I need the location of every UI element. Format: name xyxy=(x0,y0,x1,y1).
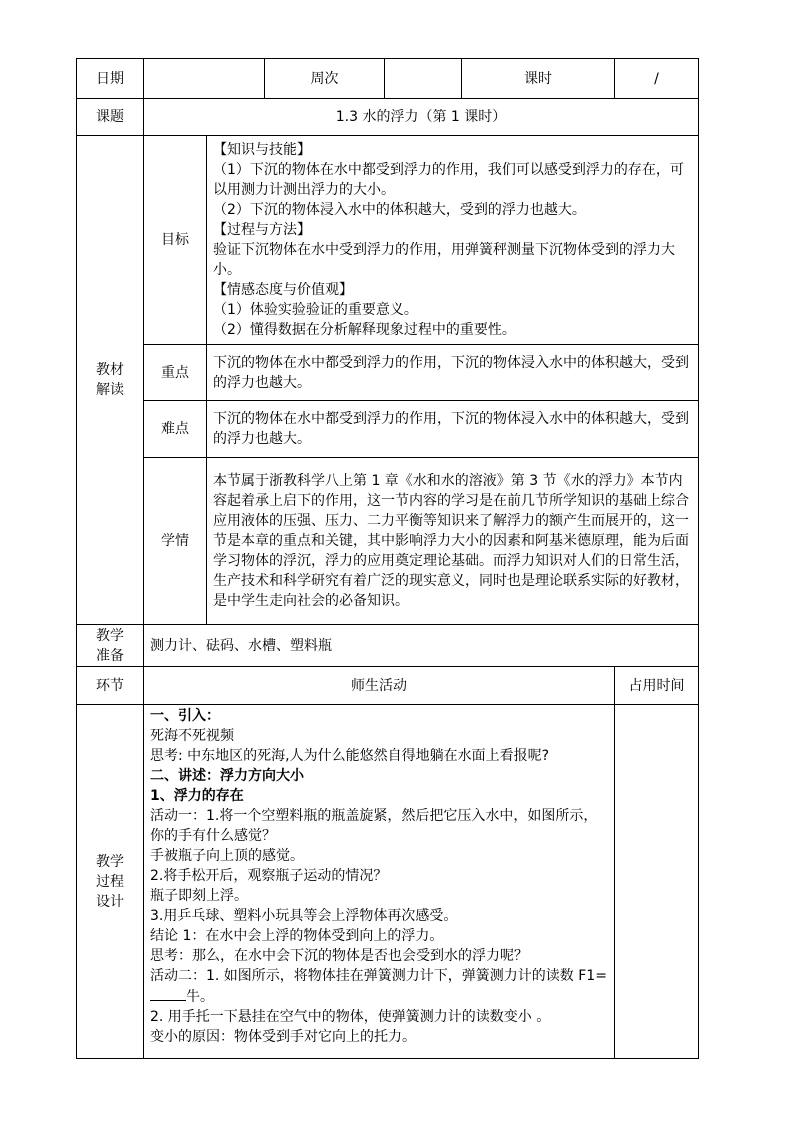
prep-row xyxy=(77,625,699,667)
learner-row xyxy=(77,458,699,625)
key-point-label: 重点 xyxy=(144,345,207,401)
key-point-content xyxy=(207,345,699,401)
process-line: 思考：那么，在水中会下沉的物体是否也会受到水的浮力呢？ xyxy=(150,948,528,964)
process-line: 2.将手松开后，观察瓶子运动的情况？ xyxy=(150,868,388,884)
goals-line: （1）下沉的物体在水中都受到浮力的作用，我们可以感受到浮力的存在，可以用测力计测出浮力的大小。 xyxy=(213,162,684,198)
prep-text: 测力计、砝码、水槽、塑料瓶 xyxy=(150,637,332,654)
goals-line: 【过程与方法】 xyxy=(213,222,311,238)
time-header: 占用时间 xyxy=(615,667,699,705)
prep-label-line: 教学 xyxy=(96,627,124,644)
difficulty-label: 难点 xyxy=(144,401,207,458)
topic-row xyxy=(77,99,699,136)
date-label: 日期 xyxy=(77,59,144,99)
learner-content xyxy=(207,458,699,625)
process-line: 一、引入： xyxy=(150,708,220,724)
goals-row xyxy=(77,136,699,345)
prep-label-line: 准备 xyxy=(96,647,124,664)
process-label-line: 设计 xyxy=(96,893,124,910)
process-line: 2. 用手托一下悬挂在空气中的物体，使弹簧测力计的读数变小 。 xyxy=(150,1009,551,1025)
process-line: 瓶子即刻上浮。 xyxy=(150,888,248,904)
difficulty-row xyxy=(77,401,699,458)
process-label-line: 教学 xyxy=(96,853,124,870)
header-row xyxy=(77,59,699,99)
process-line: 变小的原因：物体受到手对它向上的托力。 xyxy=(150,1029,416,1045)
answer-blank xyxy=(150,986,186,1001)
process-line: 死海不死视频 xyxy=(150,728,234,744)
textbook-label-line: 教材 xyxy=(96,362,124,378)
period-value: / xyxy=(615,59,699,99)
date-value xyxy=(144,59,265,99)
goals-line: （1）体验实验验证的重要意义。 xyxy=(213,302,418,318)
prep-label xyxy=(77,625,144,667)
time-cell xyxy=(615,705,699,1059)
learner-text: 本节属于浙教科学八上第 1 章《水和水的溶液》第 3 节《水的浮力》本节内容起着承上启下的作用，这一节内容的学习是在前几节所学知识的基础上综合应用液体的压强、压力、二力平衡等知识来了解浮力的额产生而展开的，这一节是本章的重点和关键，其中影响浮力大小的因素和阿基米德原理，能为后面学习物体的浮沉，浮力的应用奠定理论基础。而浮力知识对人们的日常生活，生产技术和科学研究有着广泛的现实意义，同时也是理论联系实际的好教材，是中学生走向社会的必备知识。 xyxy=(213,473,689,609)
goals-line: 【情感态度与价值观】 xyxy=(213,282,353,298)
process-line: 手被瓶子向上顶的感觉。 xyxy=(150,848,304,864)
lesson-plan-table xyxy=(76,58,699,1059)
process-line: 活动二：1. 如图所示，将物体挂在弹簧测力计下，弹簧测力计的读数 F1=牛。 xyxy=(150,968,607,1005)
goals-line: 【知识与技能】 xyxy=(213,142,311,158)
goals-label: 目标 xyxy=(144,136,207,345)
week-value xyxy=(385,59,462,99)
goals-content xyxy=(207,136,699,345)
difficulty-content xyxy=(207,401,699,458)
columns-row xyxy=(77,667,699,705)
process-row xyxy=(77,705,699,1059)
stage-header: 环节 xyxy=(77,667,144,705)
period-label: 课时 xyxy=(462,59,615,99)
prep-value xyxy=(144,625,699,667)
process-label xyxy=(77,705,144,1059)
goals-line: （2）下沉的物体浸入水中的体积越大，受到的浮力也越大。 xyxy=(213,202,586,218)
process-line: 思考: 中东地区的死海,人为什么能悠然自得地躺在水面上看报呢? xyxy=(150,748,550,764)
goals-line: （2）懂得数据在分析解释现象过程中的重要性。 xyxy=(213,322,516,338)
textbook-label-line: 解读 xyxy=(96,382,124,398)
learner-label: 学情 xyxy=(144,458,207,625)
goals-line: 验证下沉物体在水中受到浮力的作用，用弹簧秤测量下沉物体受到的浮力大小。 xyxy=(213,242,675,278)
textbook-label xyxy=(77,136,144,625)
difficulty-text: 下沉的物体在水中都受到浮力的作用，下沉的物体浸入水中的体积越大，受到的浮力也越大。 xyxy=(213,411,689,447)
topic-label: 课题 xyxy=(77,99,144,136)
topic-value: 1.3 水的浮力（第 1 课时） xyxy=(144,99,699,136)
process-content xyxy=(144,705,615,1059)
process-line: 1、浮力的存在 xyxy=(150,788,244,804)
process-label-line: 过程 xyxy=(96,873,124,890)
process-line: 结论 1：在水中会上浮的物体受到向上的浮力。 xyxy=(150,928,444,944)
activity-header: 师生活动 xyxy=(144,667,615,705)
unit-text: 牛。 xyxy=(186,989,214,1005)
key-point-text: 下沉的物体在水中都受到浮力的作用，下沉的物体浸入水中的体积越大，受到的浮力也越大。 xyxy=(213,354,689,391)
process-box xyxy=(144,705,614,1048)
week-label: 周次 xyxy=(265,59,385,99)
process-line: 二、讲述：浮力方向大小 xyxy=(150,768,304,784)
process-line: 3.用乒乓球、塑料小玩具等会上浮物体再次感受。 xyxy=(150,908,458,924)
process-line: 活动一：1.将一个空塑料瓶的瓶盖旋紧，然后把它压入水中，如图所示，你的手有什么感觉？ xyxy=(150,808,598,844)
key-point-row xyxy=(77,345,699,401)
